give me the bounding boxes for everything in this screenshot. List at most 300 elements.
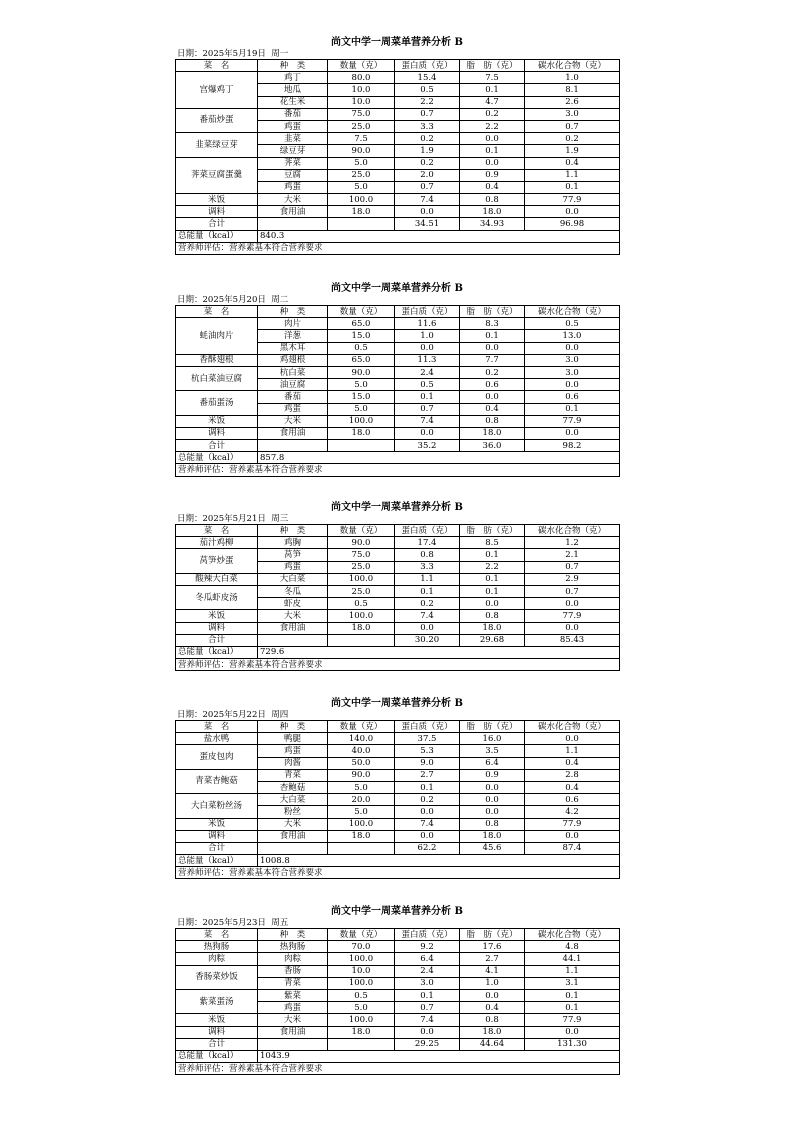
energy-label: 总能量（kcal）	[176, 1050, 258, 1062]
section-date: 日期：2025年5月23日 周五	[177, 918, 289, 928]
column-header: 菜 名	[176, 929, 258, 941]
carb-cell: 1.1	[525, 965, 620, 977]
column-header: 菜 名	[176, 306, 258, 318]
ingredient-cell: 食用油	[258, 206, 328, 218]
fat-cell: 7.5	[460, 72, 525, 84]
protein-cell: 0.0	[395, 206, 460, 218]
total-protein: 34.51	[395, 218, 460, 230]
fat-cell: 0.4	[460, 403, 525, 415]
column-header: 数量（克）	[328, 929, 395, 941]
evaluation-row	[176, 464, 620, 476]
total-carb: 98.2	[525, 440, 620, 452]
evaluation-row	[176, 1063, 620, 1075]
fat-cell: 6.4	[460, 757, 525, 769]
column-header: 数量（克）	[328, 306, 395, 318]
quantity-cell: 100.0	[328, 194, 395, 206]
fat-cell: 0.0	[460, 794, 525, 806]
quantity-cell: 5.0	[328, 806, 395, 818]
energy-row	[176, 452, 620, 464]
dish-name: 蚝油肉片	[176, 318, 258, 355]
carb-cell: 1.2	[525, 537, 620, 549]
table-row	[176, 941, 620, 953]
ingredient-cell: 大米	[258, 415, 328, 427]
total-carb: 87.4	[525, 842, 620, 854]
fat-cell: 0.1	[460, 549, 525, 561]
column-header: 脂 肪（克）	[460, 721, 525, 733]
fat-cell: 0.1	[460, 573, 525, 585]
protein-cell: 0.2	[395, 157, 460, 169]
carb-cell: 77.9	[525, 1014, 620, 1026]
table-row	[176, 206, 620, 218]
fat-cell: 7.7	[460, 354, 525, 366]
protein-cell: 11.6	[395, 318, 460, 330]
ingredient-cell: 番茄	[258, 108, 328, 120]
total-row	[176, 842, 620, 854]
ingredient-cell: 大米	[258, 610, 328, 622]
dish-name: 酸辣大白菜	[176, 573, 258, 585]
quantity-cell: 5.0	[328, 157, 395, 169]
table-row	[176, 794, 620, 806]
ingredient-cell: 油豆腐	[258, 379, 328, 391]
carb-cell: 0.5	[525, 318, 620, 330]
table-row	[176, 549, 620, 561]
ingredient-cell: 花生米	[258, 96, 328, 108]
total-label: 合计	[176, 842, 258, 854]
carb-cell: 0.6	[525, 794, 620, 806]
fat-cell: 0.1	[460, 84, 525, 96]
dish-name: 紫菜蛋汤	[176, 989, 258, 1013]
quantity-cell: 18.0	[328, 1026, 395, 1038]
table-header-row	[176, 60, 620, 72]
total-carb: 96.98	[525, 218, 620, 230]
quantity-cell: 25.0	[328, 169, 395, 181]
protein-cell: 0.2	[395, 598, 460, 610]
total-label: 合计	[176, 634, 258, 646]
carb-cell: 1.1	[525, 745, 620, 757]
quantity-cell: 100.0	[328, 977, 395, 989]
carb-cell: 0.1	[525, 403, 620, 415]
column-header: 碳水化合物（克）	[525, 525, 620, 537]
quantity-cell: 5.0	[328, 781, 395, 793]
total-protein: 62.2	[395, 842, 460, 854]
column-header: 种 类	[258, 721, 328, 733]
protein-cell: 0.0	[395, 342, 460, 354]
fat-cell: 0.1	[460, 330, 525, 342]
table-header-row	[176, 721, 620, 733]
carb-cell: 0.0	[525, 733, 620, 745]
carb-cell: 3.1	[525, 977, 620, 989]
quantity-cell: 75.0	[328, 108, 395, 120]
dish-name: 调料	[176, 830, 258, 842]
carb-cell: 0.4	[525, 781, 620, 793]
total-blank	[328, 842, 395, 854]
column-header: 数量（克）	[328, 60, 395, 72]
fat-cell: 0.8	[460, 1014, 525, 1026]
table-row	[176, 108, 620, 120]
table-row	[176, 818, 620, 830]
ingredient-cell: 肉粽	[258, 953, 328, 965]
column-header: 蛋白质（克）	[395, 306, 460, 318]
total-blank	[258, 842, 328, 854]
quantity-cell: 18.0	[328, 427, 395, 439]
fat-cell: 0.0	[460, 157, 525, 169]
fat-cell: 18.0	[460, 206, 525, 218]
energy-value: 729.6	[258, 646, 620, 658]
ingredient-cell: 鸡胸	[258, 537, 328, 549]
section-title: 尚文中学一周菜单营养分析 B	[331, 906, 463, 917]
protein-cell: 7.4	[395, 194, 460, 206]
carb-cell: 1.9	[525, 145, 620, 157]
protein-cell: 0.1	[395, 781, 460, 793]
total-blank	[328, 634, 395, 646]
fat-cell: 0.0	[460, 391, 525, 403]
ingredient-cell: 青菜	[258, 769, 328, 781]
protein-cell: 1.1	[395, 573, 460, 585]
ingredient-cell: 莴笋	[258, 549, 328, 561]
carb-cell: 77.9	[525, 610, 620, 622]
carb-cell: 0.7	[525, 120, 620, 132]
quantity-cell: 0.5	[328, 989, 395, 1001]
column-header: 碳水化合物（克）	[525, 721, 620, 733]
nutrition-table	[175, 720, 620, 879]
column-header: 数量（克）	[328, 721, 395, 733]
ingredient-cell: 冬瓜	[258, 585, 328, 597]
quantity-cell: 25.0	[328, 585, 395, 597]
column-header: 脂 肪（克）	[460, 525, 525, 537]
nutrition-table	[175, 928, 620, 1075]
total-carb: 85.43	[525, 634, 620, 646]
table-row	[176, 194, 620, 206]
table-row	[176, 133, 620, 145]
protein-cell: 2.4	[395, 965, 460, 977]
fat-cell: 0.0	[460, 342, 525, 354]
carb-cell: 0.6	[525, 391, 620, 403]
protein-cell: 2.4	[395, 366, 460, 378]
fat-cell: 0.4	[460, 181, 525, 193]
ingredient-cell: 地瓜	[258, 84, 328, 96]
fat-cell: 0.0	[460, 781, 525, 793]
fat-cell: 4.1	[460, 965, 525, 977]
quantity-cell: 100.0	[328, 818, 395, 830]
protein-cell: 0.7	[395, 1002, 460, 1014]
protein-cell: 3.3	[395, 561, 460, 573]
energy-row	[176, 230, 620, 242]
ingredient-cell: 大米	[258, 194, 328, 206]
protein-cell: 2.0	[395, 169, 460, 181]
carb-cell: 0.7	[525, 561, 620, 573]
table-row	[176, 354, 620, 366]
column-header: 数量（克）	[328, 525, 395, 537]
total-protein: 35.2	[395, 440, 460, 452]
fat-cell: 0.0	[460, 806, 525, 818]
carb-cell: 13.0	[525, 330, 620, 342]
protein-cell: 7.4	[395, 610, 460, 622]
quantity-cell: 100.0	[328, 1014, 395, 1026]
carb-cell: 0.0	[525, 379, 620, 391]
protein-cell: 2.2	[395, 96, 460, 108]
total-blank	[258, 218, 328, 230]
carb-cell: 2.1	[525, 549, 620, 561]
carb-cell: 0.0	[525, 342, 620, 354]
table-row	[176, 585, 620, 597]
ingredient-cell: 大白菜	[258, 794, 328, 806]
dish-name: 调料	[176, 206, 258, 218]
protein-cell: 0.1	[395, 585, 460, 597]
fat-cell: 0.2	[460, 366, 525, 378]
table-row	[176, 733, 620, 745]
table-row	[176, 415, 620, 427]
total-row	[176, 1038, 620, 1050]
dish-name: 调料	[176, 622, 258, 634]
dish-name: 盐水鸭	[176, 733, 258, 745]
table-row	[176, 830, 620, 842]
quantity-cell: 0.5	[328, 598, 395, 610]
carb-cell: 0.0	[525, 830, 620, 842]
dietitian-evaluation: 营养师评估：营养素基本符合营养要求	[176, 1063, 620, 1075]
protein-cell: 0.2	[395, 133, 460, 145]
section-date: 日期：2025年5月22日 周四	[177, 710, 289, 720]
fat-cell: 18.0	[460, 622, 525, 634]
total-blank	[328, 218, 395, 230]
quantity-cell: 5.0	[328, 403, 395, 415]
dietitian-evaluation: 营养师评估：营养素基本符合营养要求	[176, 659, 620, 671]
carb-cell: 0.1	[525, 1002, 620, 1014]
energy-label: 总能量（kcal）	[176, 646, 258, 658]
quantity-cell: 65.0	[328, 318, 395, 330]
fat-cell: 2.2	[460, 120, 525, 132]
evaluation-row	[176, 867, 620, 879]
protein-cell: 0.0	[395, 806, 460, 818]
protein-cell: 1.9	[395, 145, 460, 157]
dish-name: 香酥翅根	[176, 354, 258, 366]
table-row	[176, 391, 620, 403]
table-row	[176, 1026, 620, 1038]
carb-cell: 3.0	[525, 366, 620, 378]
quantity-cell: 5.0	[328, 181, 395, 193]
quantity-cell: 20.0	[328, 794, 395, 806]
table-header-row	[176, 929, 620, 941]
table-row	[176, 989, 620, 1001]
fat-cell: 17.6	[460, 941, 525, 953]
quantity-cell: 100.0	[328, 953, 395, 965]
protein-cell: 0.0	[395, 830, 460, 842]
column-header: 脂 肪（克）	[460, 306, 525, 318]
protein-cell: 0.0	[395, 427, 460, 439]
carb-cell: 4.8	[525, 941, 620, 953]
section-title: 尚文中学一周菜单营养分析 B	[331, 698, 463, 709]
ingredient-cell: 黑木耳	[258, 342, 328, 354]
fat-cell: 1.0	[460, 977, 525, 989]
carb-cell: 2.8	[525, 769, 620, 781]
total-label: 合计	[176, 218, 258, 230]
carb-cell: 77.9	[525, 415, 620, 427]
quantity-cell: 40.0	[328, 745, 395, 757]
dietitian-evaluation: 营养师评估：营养素基本符合营养要求	[176, 242, 620, 254]
protein-cell: 0.8	[395, 549, 460, 561]
carb-cell: 2.9	[525, 573, 620, 585]
total-row	[176, 440, 620, 452]
dish-name: 荠菜豆腐蛋羹	[176, 157, 258, 194]
protein-cell: 5.3	[395, 745, 460, 757]
quantity-cell: 7.5	[328, 133, 395, 145]
quantity-cell: 10.0	[328, 84, 395, 96]
carb-cell: 0.0	[525, 622, 620, 634]
protein-cell: 3.0	[395, 977, 460, 989]
ingredient-cell: 豆腐	[258, 169, 328, 181]
section-date: 日期：2025年5月19日 周一	[177, 49, 289, 59]
column-header: 菜 名	[176, 721, 258, 733]
carb-cell: 0.0	[525, 598, 620, 610]
section-title: 尚文中学一周菜单营养分析 B	[331, 502, 463, 513]
carb-cell: 3.0	[525, 108, 620, 120]
carb-cell: 0.7	[525, 585, 620, 597]
ingredient-cell: 青菜	[258, 977, 328, 989]
quantity-cell: 15.0	[328, 330, 395, 342]
section-date: 日期：2025年5月20日 周二	[177, 295, 289, 305]
quantity-cell: 100.0	[328, 610, 395, 622]
ingredient-cell: 粉丝	[258, 806, 328, 818]
total-carb: 131.30	[525, 1038, 620, 1050]
ingredient-cell: 热狗肠	[258, 941, 328, 953]
quantity-cell: 100.0	[328, 573, 395, 585]
quantity-cell: 15.0	[328, 391, 395, 403]
ingredient-cell: 鸡蛋	[258, 403, 328, 415]
section-title: 尚文中学一周菜单营养分析 B	[331, 283, 463, 294]
protein-cell: 0.7	[395, 108, 460, 120]
quantity-cell: 0.5	[328, 342, 395, 354]
column-header: 脂 肪（克）	[460, 60, 525, 72]
column-header: 种 类	[258, 525, 328, 537]
ingredient-cell: 大米	[258, 1014, 328, 1026]
protein-cell: 9.0	[395, 757, 460, 769]
quantity-cell: 65.0	[328, 354, 395, 366]
energy-label: 总能量（kcal）	[176, 855, 258, 867]
ingredient-cell: 番茄	[258, 391, 328, 403]
carb-cell: 0.0	[525, 206, 620, 218]
nutrition-table	[175, 524, 620, 671]
carb-cell: 1.0	[525, 72, 620, 84]
quantity-cell: 18.0	[328, 830, 395, 842]
protein-cell: 0.2	[395, 794, 460, 806]
nutrition-table	[175, 59, 620, 255]
quantity-cell: 10.0	[328, 96, 395, 108]
total-label: 合计	[176, 440, 258, 452]
fat-cell: 0.9	[460, 769, 525, 781]
fat-cell: 0.4	[460, 1002, 525, 1014]
total-blank	[328, 1038, 395, 1050]
table-row	[176, 745, 620, 757]
ingredient-cell: 鸡蛋	[258, 181, 328, 193]
fat-cell: 18.0	[460, 830, 525, 842]
column-header: 碳水化合物（克）	[525, 929, 620, 941]
protein-cell: 0.1	[395, 391, 460, 403]
protein-cell: 6.4	[395, 953, 460, 965]
protein-cell: 17.4	[395, 537, 460, 549]
section-title: 尚文中学一周菜单营养分析 B	[331, 37, 463, 48]
carb-cell: 44.1	[525, 953, 620, 965]
energy-value: 857.8	[258, 452, 620, 464]
dish-name: 调料	[176, 427, 258, 439]
protein-cell: 9.2	[395, 941, 460, 953]
protein-cell: 1.0	[395, 330, 460, 342]
quantity-cell: 5.0	[328, 1002, 395, 1014]
ingredient-cell: 香肠	[258, 965, 328, 977]
total-row	[176, 634, 620, 646]
table-row	[176, 573, 620, 585]
quantity-cell: 140.0	[328, 733, 395, 745]
protein-cell: 2.7	[395, 769, 460, 781]
protein-cell: 0.7	[395, 181, 460, 193]
table-row	[176, 769, 620, 781]
table-row	[176, 427, 620, 439]
fat-cell: 3.5	[460, 745, 525, 757]
table-row	[176, 366, 620, 378]
total-blank	[328, 440, 395, 452]
quantity-cell: 25.0	[328, 561, 395, 573]
protein-cell: 15.4	[395, 72, 460, 84]
ingredient-cell: 韭菜	[258, 133, 328, 145]
fat-cell: 4.7	[460, 96, 525, 108]
ingredient-cell: 虾皮	[258, 598, 328, 610]
dish-name: 杭白菜油豆腐	[176, 366, 258, 390]
dish-name: 肉粽	[176, 953, 258, 965]
energy-row	[176, 1050, 620, 1062]
protein-cell: 0.1	[395, 989, 460, 1001]
quantity-cell: 25.0	[328, 120, 395, 132]
carb-cell: 2.6	[525, 96, 620, 108]
ingredient-cell: 鸡蛋	[258, 120, 328, 132]
carb-cell: 77.9	[525, 194, 620, 206]
quantity-cell: 90.0	[328, 769, 395, 781]
ingredient-cell: 绿豆芽	[258, 145, 328, 157]
fat-cell: 8.3	[460, 318, 525, 330]
total-blank	[258, 1038, 328, 1050]
total-blank	[258, 440, 328, 452]
ingredient-cell: 食用油	[258, 427, 328, 439]
carb-cell: 8.1	[525, 84, 620, 96]
protein-cell: 0.5	[395, 379, 460, 391]
fat-cell: 2.7	[460, 953, 525, 965]
table-row	[176, 318, 620, 330]
ingredient-cell: 鸡蛋	[258, 561, 328, 573]
dish-name: 米饭	[176, 610, 258, 622]
protein-cell: 37.5	[395, 733, 460, 745]
column-header: 碳水化合物（克）	[525, 306, 620, 318]
table-row	[176, 537, 620, 549]
quantity-cell: 18.0	[328, 622, 395, 634]
ingredient-cell: 鸡蛋	[258, 745, 328, 757]
dish-name: 大白菜粉丝汤	[176, 794, 258, 818]
carb-cell: 0.1	[525, 181, 620, 193]
column-header: 碳水化合物（克）	[525, 60, 620, 72]
protein-cell: 7.4	[395, 1014, 460, 1026]
total-fat: 36.0	[460, 440, 525, 452]
column-header: 蛋白质（克）	[395, 525, 460, 537]
dish-name: 番茄炒蛋	[176, 108, 258, 132]
dish-name: 米饭	[176, 415, 258, 427]
fat-cell: 0.0	[460, 598, 525, 610]
table-row	[176, 953, 620, 965]
energy-row	[176, 646, 620, 658]
quantity-cell: 90.0	[328, 145, 395, 157]
quantity-cell: 5.0	[328, 379, 395, 391]
carb-cell: 0.0	[525, 1026, 620, 1038]
column-header: 蛋白质（克）	[395, 929, 460, 941]
total-protein: 29.25	[395, 1038, 460, 1050]
protein-cell: 7.4	[395, 415, 460, 427]
energy-value: 840.3	[258, 230, 620, 242]
total-label: 合计	[176, 1038, 258, 1050]
